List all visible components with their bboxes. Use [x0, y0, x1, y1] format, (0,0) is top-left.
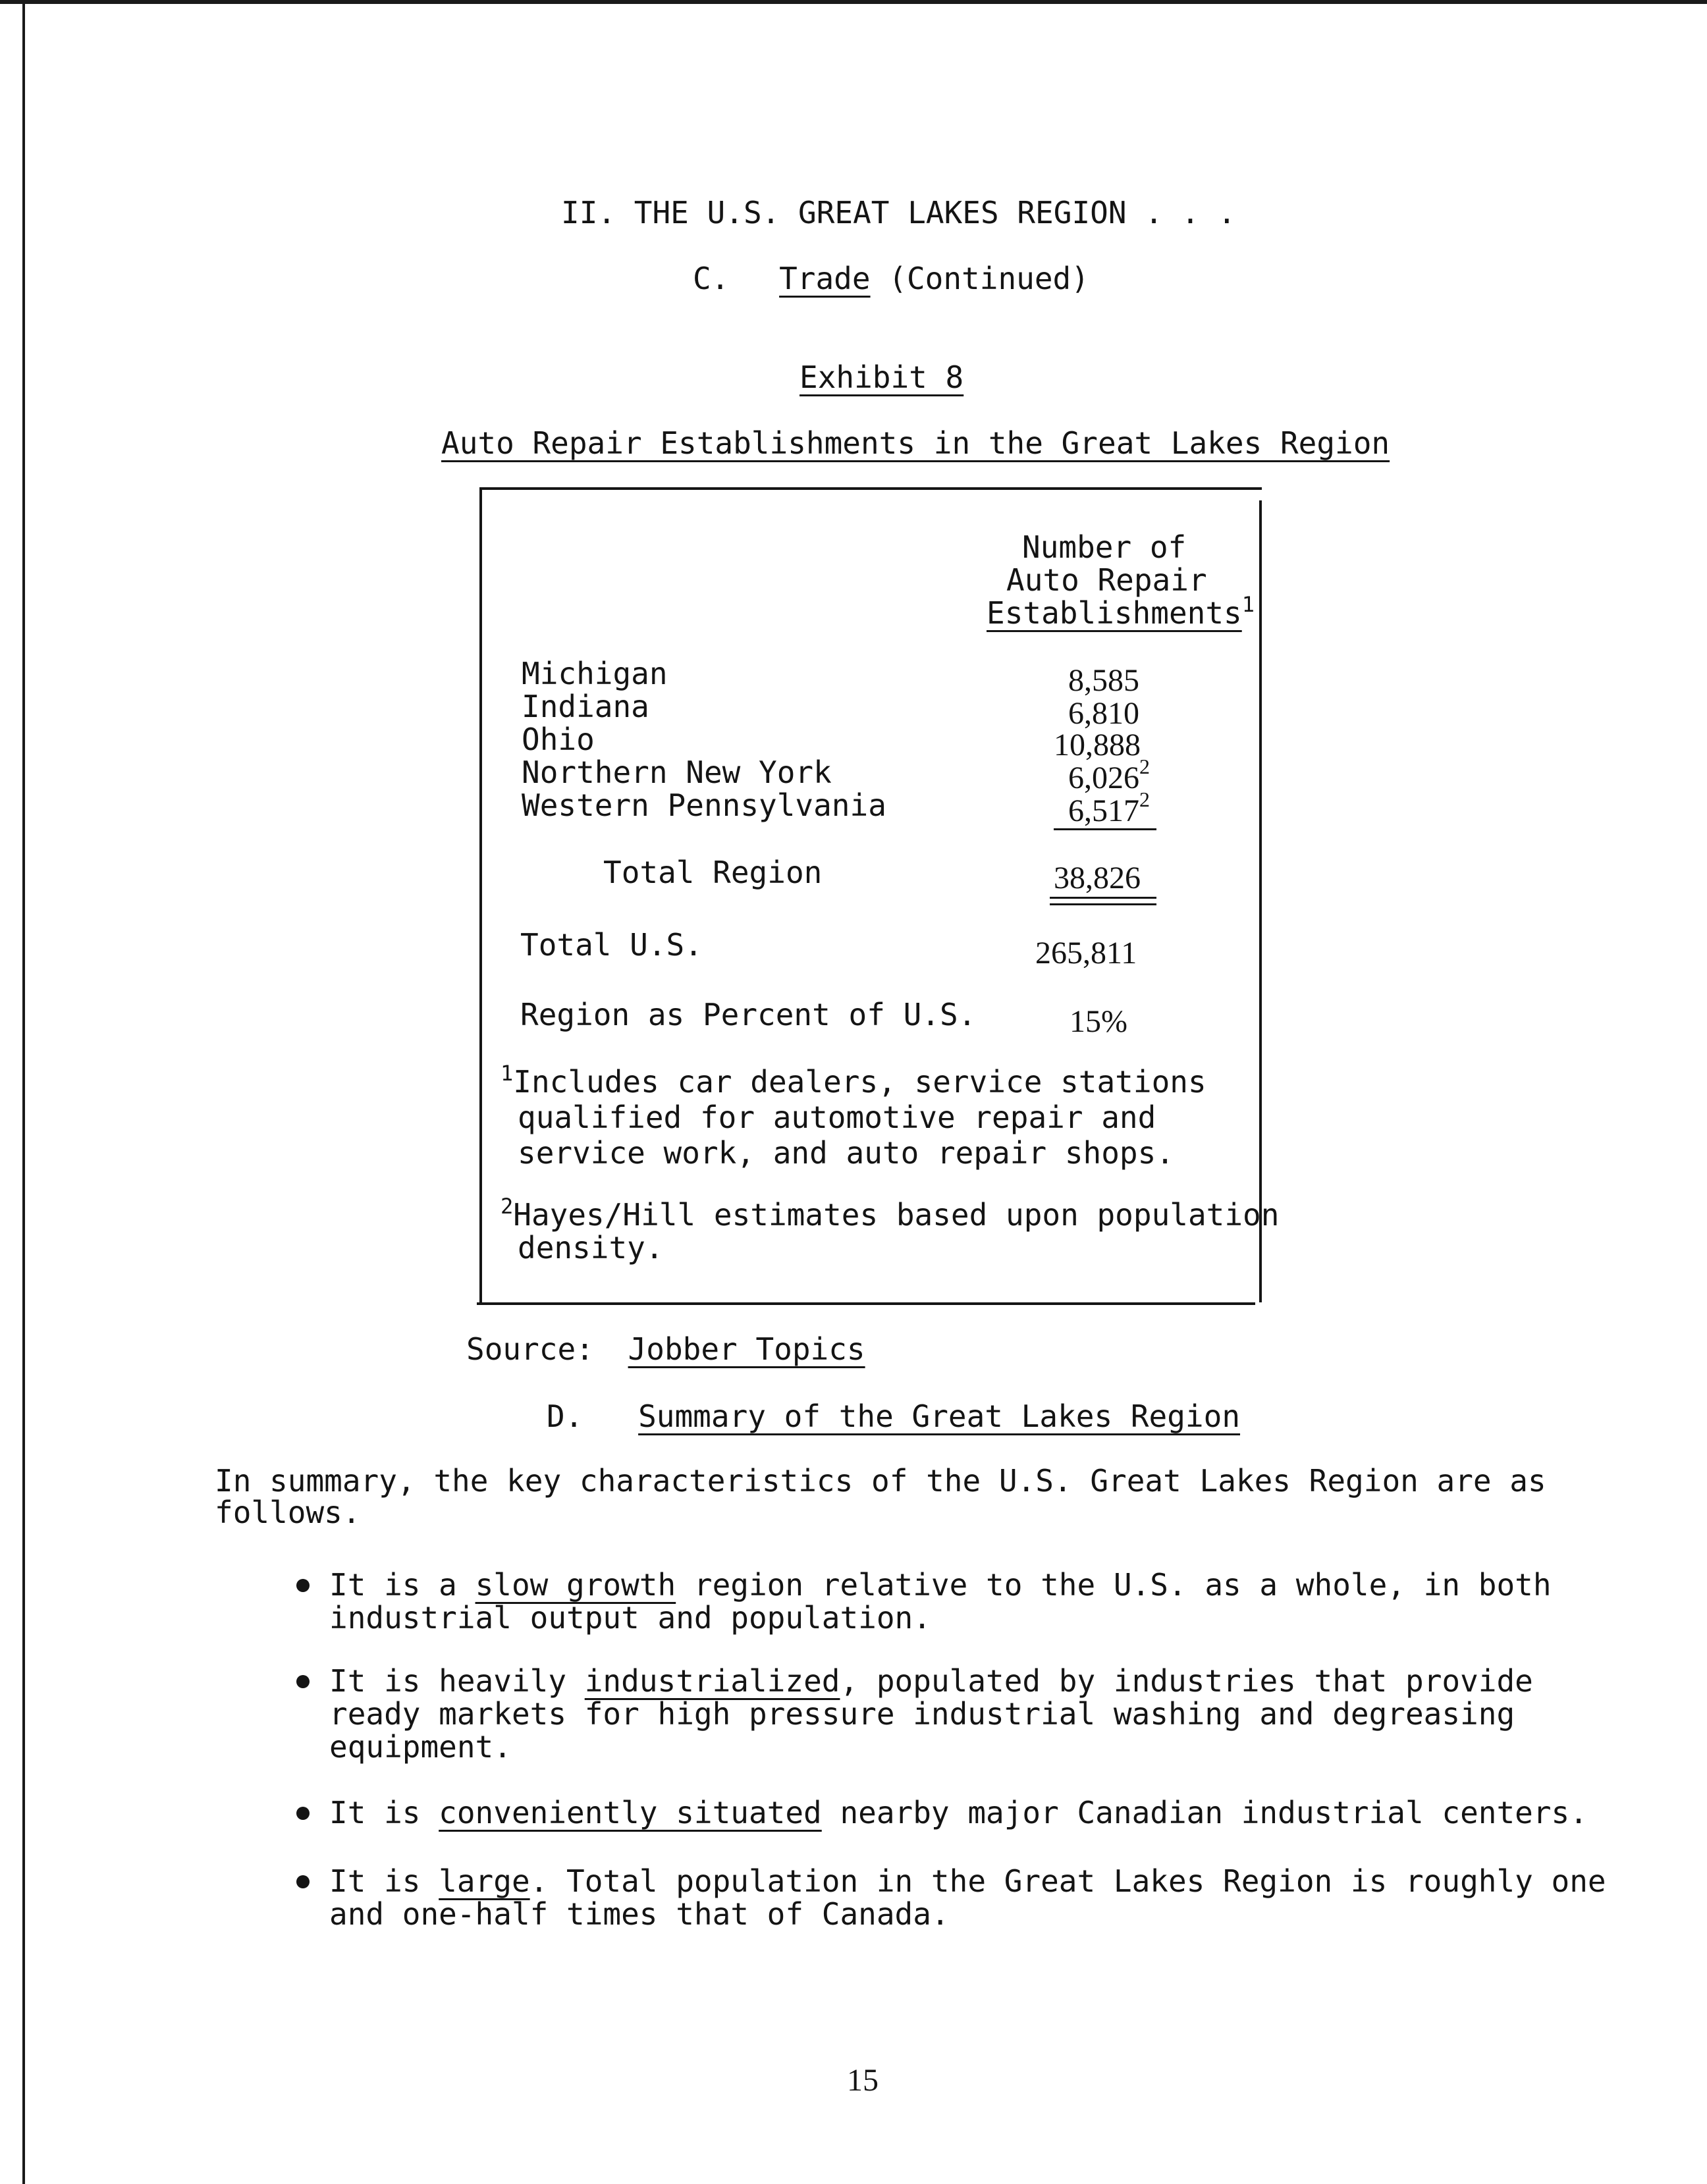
subtotal-rule	[1054, 828, 1156, 830]
total-double-rule-bottom	[1050, 903, 1156, 905]
bullet-2-line-2: ready markets for high pressure industrial washing and degreasing	[329, 1696, 1515, 1732]
page-number: 15	[847, 2063, 879, 2098]
footnote-2-line-2: density.	[518, 1230, 664, 1265]
summary-title: Summary of the Great Lakes Region	[638, 1398, 1241, 1434]
subsection-title: Trade	[779, 261, 871, 296]
row-value-ohio: 10,888	[1054, 728, 1141, 762]
bullet-3-line-1	[329, 1795, 1588, 1830]
total-us-value: 265,811	[1035, 936, 1137, 971]
bullet-3-emphasis: conveniently situated	[439, 1795, 822, 1830]
summary-heading	[547, 1398, 1241, 1434]
scan-left-edge	[22, 0, 25, 2184]
table-border-left	[479, 487, 482, 1304]
total-us-label: Total U.S.	[520, 927, 703, 963]
bullet-1-pre: It is a	[329, 1567, 475, 1603]
bullet-4-pre: It is	[329, 1863, 439, 1899]
bullet-dot-2	[296, 1675, 310, 1688]
row-value-indiana: 6,810	[1068, 696, 1139, 731]
bullet-3-pre: It is	[329, 1795, 439, 1830]
exhibit-title: Auto Repair Establishments in the Great Lakes Region	[441, 425, 1390, 461]
row-label-western-pennsylvania: Western Pennsylvania	[522, 787, 886, 823]
subsection-heading	[693, 263, 1089, 294]
bullet-2-line-3: equipment.	[329, 1729, 512, 1765]
exhibit-label: Exhibit 8	[799, 360, 964, 395]
table-border-right	[1259, 500, 1262, 1302]
row-value-northern-new-york	[1068, 755, 1150, 796]
row-label-ohio: Ohio	[522, 722, 595, 757]
source-name: Jobber Topics	[628, 1331, 865, 1367]
summary-intro-line-2: follows.	[215, 1495, 361, 1530]
source-label: Source:	[466, 1331, 594, 1367]
column-header-footnote-mark: 1	[1241, 592, 1255, 617]
northern-new-york-footnote-mark: 2	[1139, 755, 1150, 778]
source-line	[466, 1331, 865, 1367]
column-header-text: Establishments	[987, 595, 1242, 631]
column-header-line-1: Number of	[1022, 529, 1187, 565]
summary-intro-line-1: In summary, the key characteristics of the U.S. Great Lakes Region are as	[215, 1463, 1546, 1499]
total-double-rule-top	[1050, 897, 1156, 899]
row-label-michigan: Michigan	[522, 656, 668, 691]
bullet-2-emphasis: industrialized	[584, 1663, 840, 1699]
row-value-western-pennsylvania	[1068, 787, 1150, 829]
footnote-1-line-2: qualified for automotive repair and	[518, 1100, 1156, 1135]
footnote-2-text-1: Hayes/Hill estimates based upon population	[513, 1197, 1280, 1233]
column-header-line-2: Auto Repair	[1006, 562, 1207, 598]
western-pennsylvania-value: 6,517	[1068, 793, 1139, 828]
total-region-label: Total Region	[603, 855, 823, 890]
bullet-1-emphasis: slow growth	[475, 1567, 676, 1603]
footnote-1-line-1	[501, 1061, 1206, 1100]
subsection-letter: C.	[693, 261, 730, 296]
table-border-top	[481, 487, 1262, 490]
total-region-value: 38,826	[1054, 861, 1141, 895]
scan-top-edge	[0, 0, 1707, 4]
summary-letter: D.	[547, 1398, 583, 1434]
footnote-1-text-1: Includes car dealers, service stations	[513, 1064, 1206, 1100]
row-label-indiana: Indiana	[522, 689, 649, 724]
bullet-dot-1	[296, 1579, 310, 1592]
bullet-1-post: region relative to the U.S. as a whole, in both	[676, 1567, 1552, 1603]
row-label-northern-new-york: Northern New York	[522, 755, 832, 790]
bullet-2-post: , populated by industries that provide	[840, 1663, 1533, 1699]
bullet-4-line-1	[329, 1863, 1606, 1899]
bullet-2-pre: It is heavily	[329, 1663, 585, 1699]
bullet-4-line-2: and one-half times that of Canada.	[329, 1896, 950, 1932]
bullet-3-post: nearby major Canadian industrial centers.	[821, 1795, 1588, 1830]
footnote-1-mark: 1	[501, 1061, 514, 1086]
bullet-4-emphasis: large	[439, 1863, 530, 1899]
row-value-michigan: 8,585	[1068, 663, 1139, 698]
percent-value: 15%	[1070, 1004, 1127, 1039]
column-header-line-3	[987, 592, 1255, 631]
northern-new-york-value: 6,026	[1068, 760, 1139, 795]
footnote-2-mark: 2	[501, 1194, 514, 1219]
bullet-dot-3	[296, 1807, 310, 1820]
bullet-1-line-2: industrial output and population.	[329, 1600, 931, 1636]
bullet-dot-4	[296, 1875, 310, 1888]
bullet-2-line-1	[329, 1663, 1533, 1699]
section-heading: II. THE U.S. GREAT LAKES REGION . . .	[561, 195, 1236, 230]
table-border-bottom	[477, 1302, 1255, 1305]
footnote-1-line-3: service work, and auto repair shops.	[518, 1135, 1174, 1171]
percent-label: Region as Percent of U.S.	[520, 997, 977, 1032]
subsection-suffix: (Continued)	[888, 261, 1089, 296]
western-pennsylvania-footnote-mark: 2	[1139, 787, 1150, 811]
footnote-2-line-1	[501, 1194, 1280, 1233]
bullet-4-post: . Total population in the Great Lakes Region is roughly one	[529, 1863, 1606, 1899]
bullet-1-line-1	[329, 1567, 1552, 1603]
